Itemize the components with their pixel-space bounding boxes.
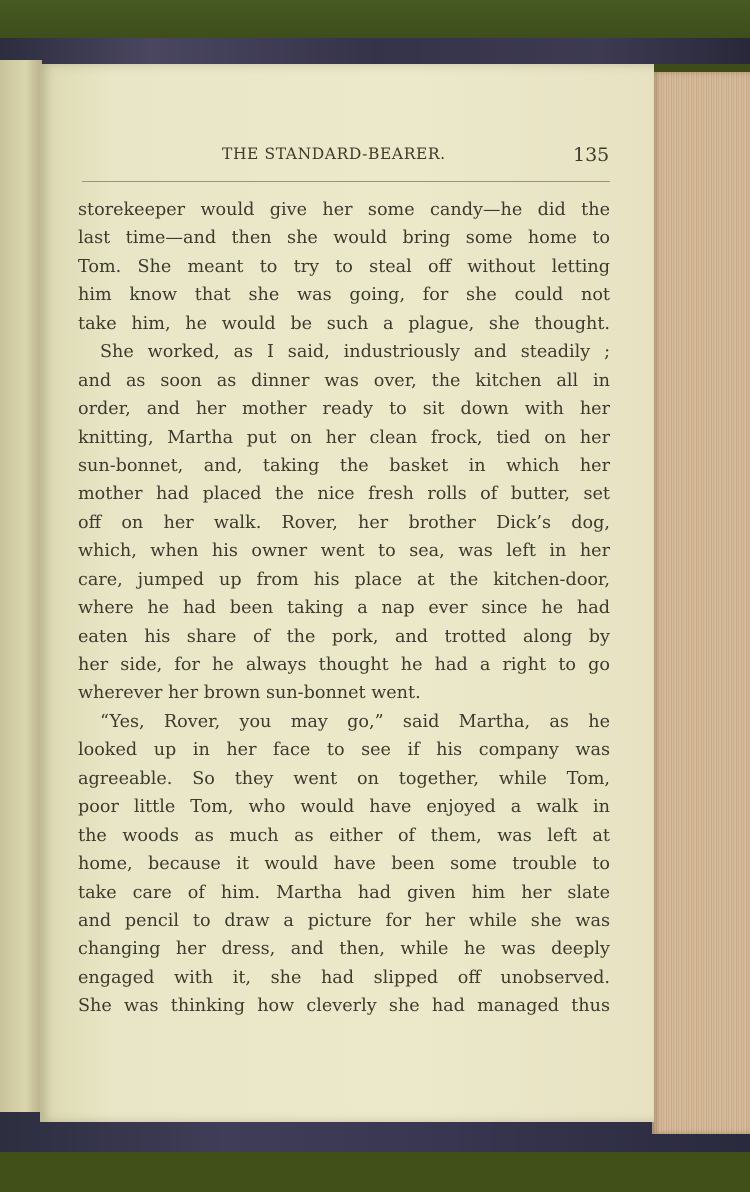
text-line: changing her dress, and then, while he was deeply — [78, 939, 610, 960]
text-line: eaten his share of the pork, and trotted along by — [78, 626, 610, 647]
page-body-text — [78, 196, 610, 1021]
background-bottom — [0, 1152, 750, 1192]
text-line: She worked, as I said, industriously and steadily ; — [100, 342, 610, 363]
text-line: looked up in her face to see if his company was — [78, 740, 610, 761]
page-number: 135 — [573, 144, 610, 166]
header-rule — [82, 181, 610, 182]
text-line: off on her walk. Rover, her brother Dick’s dog, — [78, 512, 610, 533]
text-line: her side, for he always thought he had a right to go — [78, 655, 610, 675]
text-line: last time—and then she would bring some home to — [78, 228, 610, 249]
running-head: THE STANDARD-BEARER. — [222, 145, 446, 163]
page-header — [40, 140, 654, 170]
text-line: order, and her mother ready to sit down with her — [78, 399, 610, 420]
text-line: agreeable. So they went on together, while Tom, — [78, 768, 610, 789]
text-line: wherever her brown sun-bonnet went. — [78, 683, 421, 704]
text-line: storekeeper would give her some candy—he did the — [78, 200, 610, 220]
text-line: knitting, Martha put on her clean frock, tied on her — [78, 427, 610, 448]
text-line: him know that she was going, for she could not — [78, 285, 610, 306]
text-line: take care of him. Martha had given him her slate — [78, 882, 610, 903]
text-line: which, when his owner went to sea, was left in her — [78, 541, 610, 562]
text-line: and pencil to draw a picture for her while she was — [78, 910, 610, 931]
text-line: mother had placed the nice fresh rolls of butter, set — [78, 484, 610, 505]
text-line: the woods as much as either of them, was left at — [78, 825, 610, 846]
page-block-edges — [652, 72, 750, 1134]
text-line: “Yes, Rover, you may go,” said Martha, as he — [100, 711, 610, 732]
text-line: She was thinking how cleverly she had managed thus — [78, 996, 610, 1017]
text-line: poor little Tom, who would have enjoyed a walk in — [78, 797, 610, 818]
text-line: engaged with it, she had slipped off unobserved. — [78, 967, 610, 988]
text-line: care, jumped up from his place at the kitchen-door, — [78, 569, 610, 590]
text-line: sun-bonnet, and, taking the basket in which her — [78, 455, 610, 476]
text-line: take him, he would be such a plague, she thought. — [78, 313, 610, 334]
text-line: and as soon as dinner was over, the kitchen all in — [78, 370, 610, 391]
text-line: Tom. She meant to try to steal off without letting — [78, 256, 610, 277]
text-line: where he had been taking a nap ever since he had — [78, 598, 610, 619]
text-line: home, because it would have been some trouble to — [78, 854, 610, 875]
facing-page-edge — [0, 60, 42, 1112]
book-cover-top-edge — [0, 38, 750, 64]
